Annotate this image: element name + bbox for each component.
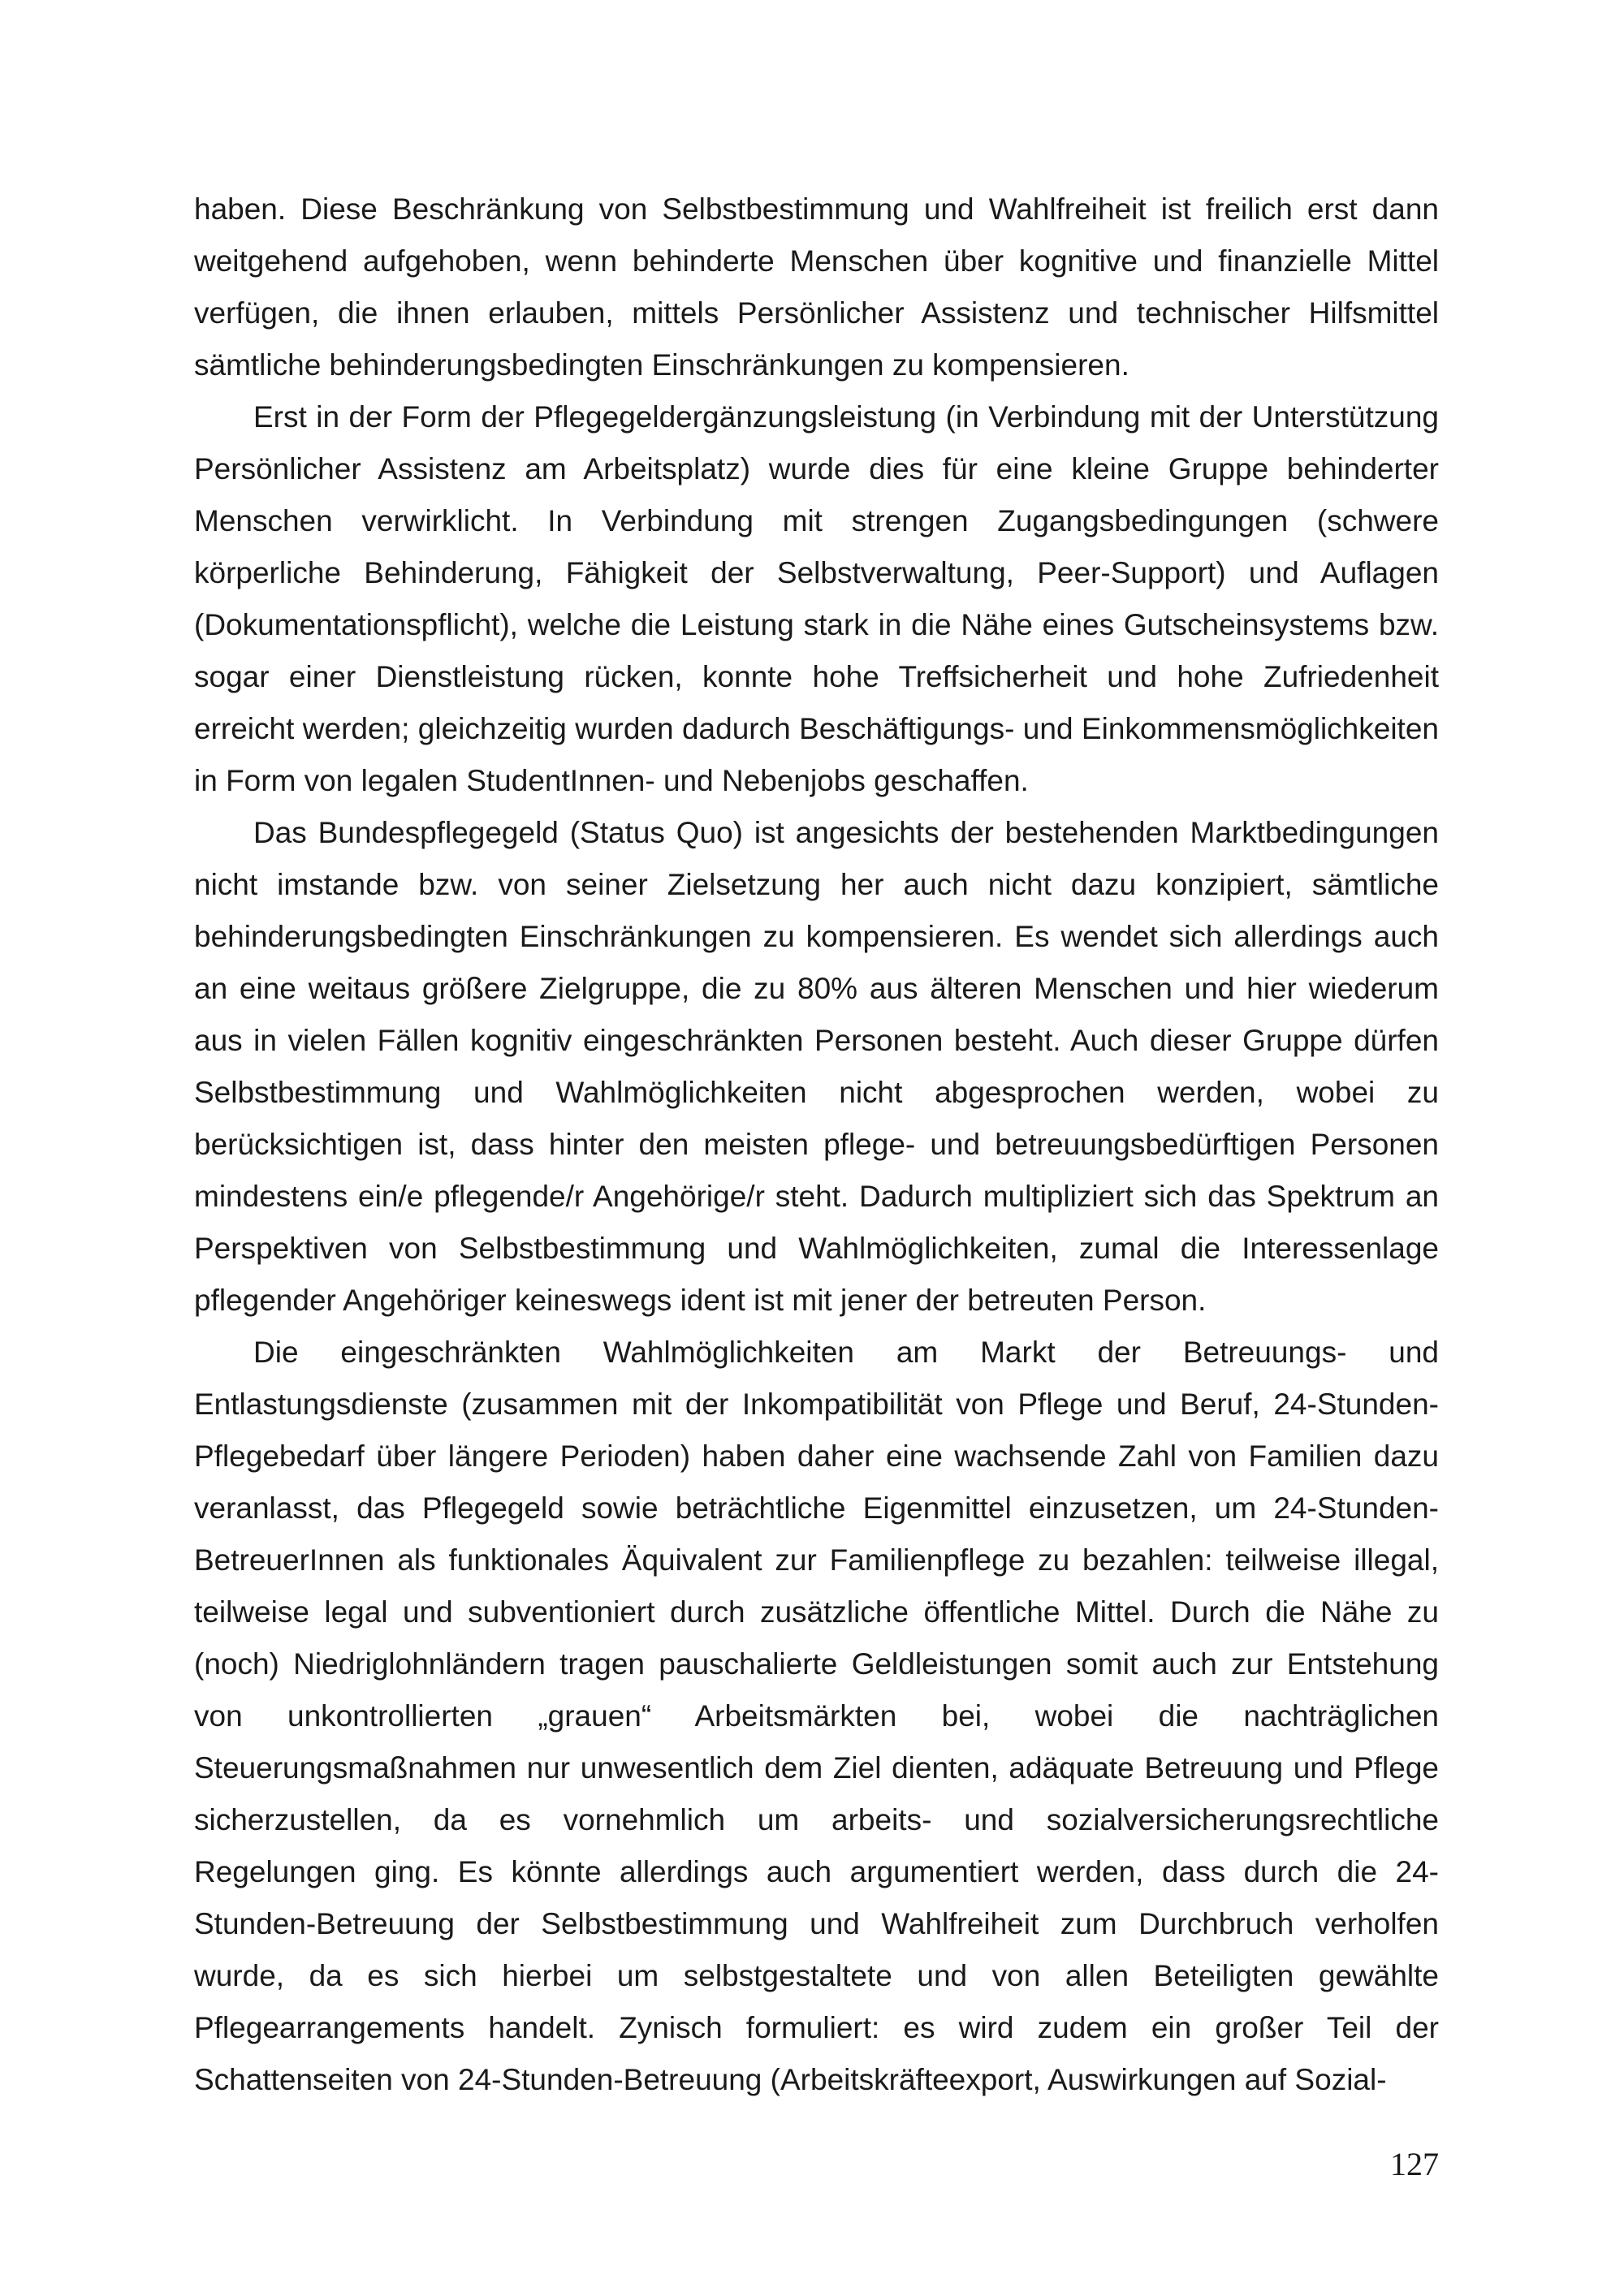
page-number: 127 bbox=[1390, 2146, 1439, 2182]
paragraph-continuation: haben. Diese Beschränkung von Selbstbestimmung und Wahlfreiheit ist freilich erst dann weitgehend aufgehoben, wenn behinderte Menschen über kognitive und finanzielle Mittel verfügen, die ihnen erlauben, mittels Persönlicher Assistenz und technischer Hilfsmittel sämtliche behinderungsbedingten Einschränkungen zu kompensieren. bbox=[194, 192, 1439, 382]
paragraph-24-stunden-betreuung: Die eingeschränkten Wahlmöglichkeiten am Markt der Betreuungs- und Entlastungsdienste (zusammen mit der Inkompatibilität von Pflege und Beruf, 24-Stunden-Pflegebedarf über längere Perioden) haben daher eine wachsende Zahl von Familien dazu veranlasst, das Pflegegeld sowie beträchtliche Eigenmittel einzusetzen, um 24-Stunden-BetreuerInnen als funktionales Äquivalent zur Familienpflege zu bezahlen: teilweise illegal, teilweise legal und subventioniert durch zusätzliche öffentliche Mittel. Durch die Nähe zu (noch) Niedriglohnländern tragen pauschalierte Geldleistungen somit auch zur Entstehung von unkontrollierten „grauen“ Arbeitsmärkten bei, wobei die nachträglichen Steuerungsmaßnahmen nur unwesentlich dem Ziel dienten, adäquate Betreuung und Pflege sicherzustellen, da es vornehmlich um arbeits- und sozialversicherungsrechtliche Regelungen ging. Es könnte allerdings auch argumentiert werden, dass durch die 24-Stunden-Betreuung der Selbstbestimmung und Wahlfreiheit zum Durchbruch verholfen wurde, da es sich hierbei um selbstgestaltete und von allen Beteiligten gewählte Pflegearrangements handelt. Zynisch formuliert: es wird zudem ein großer Teil der Schattenseiten von 24-Stunden-Betreuung (Arbeitskräfteexport, Auswirkungen auf Sozial- bbox=[194, 1336, 1439, 2096]
paragraph-pflegegeldergaenzung: Erst in der Form der Pflegegeldergänzungsleistung (in Verbindung mit der Unterstützung Persönlicher Assistenz am Arbeitsplatz) wurde dies für eine kleine Gruppe behinderter Menschen verwirklicht. In Verbindung mit strengen Zugangsbedingungen (schwere körperliche Behinderung, Fähigkeit der Selbstverwaltung, Peer-Support) und Auflagen (Dokumentationspflicht), welche die Leistung stark in die Nähe eines Gutscheinsystems bzw. sogar einer Dienstleistung rücken, konnte hohe Treffsicherheit und hohe Zufriedenheit erreicht werden; gleichzeitig wurden dadurch Beschäftigungs- und Einkommensmöglichkeiten in Form von legalen StudentInnen- und Nebenjobs geschaffen. bbox=[194, 400, 1439, 797]
body-text bbox=[194, 183, 1439, 2106]
paragraph-bundespflegegeld: Das Bundespflegegeld (Status Quo) ist angesichts der bestehenden Marktbedingungen nicht imstande bzw. von seiner Zielsetzung her auch nicht dazu konzipiert, sämtliche behinderungsbedingten Einschränkungen zu kompensieren. Es wendet sich allerdings auch an eine weitaus größere Zielgruppe, die zu 80% aus älteren Menschen und hier wiederum aus in vielen Fällen kognitiv eingeschränkten Personen besteht. Auch dieser Gruppe dürfen Selbstbestimmung und Wahlmöglichkeiten nicht abgesprochen werden, wobei zu berücksichtigen ist, dass hinter den meisten pflege- und betreuungsbedürftigen Personen mindestens ein/e pflegende/r Angehörige/r steht. Dadurch multipliziert sich das Spektrum an Perspektiven von Selbstbestimmung und Wahlmöglichkeiten, zumal die Interessenlage pflegender Angehöriger keineswegs ident ist mit jener der betreuten Person. bbox=[194, 816, 1439, 1317]
